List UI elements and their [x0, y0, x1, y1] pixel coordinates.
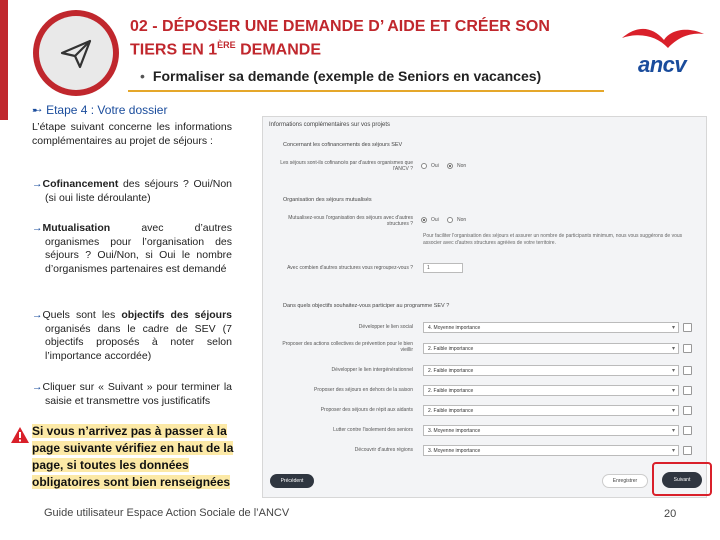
objective-select[interactable]: 2. Faible importance ▾: [423, 365, 679, 376]
paper-plane-icon: [39, 16, 113, 90]
count-input[interactable]: 1: [423, 263, 463, 273]
arrow-icon: →: [32, 178, 43, 190]
form-screenshot: [262, 116, 707, 498]
arrow-icon: →: [32, 381, 43, 393]
warning-icon: [10, 426, 30, 444]
cofin-title: Concernant les cofinancements des séjours SEV: [283, 142, 403, 148]
mutual-non-radio[interactable]: [447, 217, 453, 223]
ancv-logo-text: ancv: [638, 52, 687, 77]
objective-handle[interactable]: [683, 366, 692, 375]
objective-label: Développer le lien intergénérationnel: [331, 367, 413, 373]
item-cofinancement: →Cofinancement des séjours ? Oui/Non (si oui liste déroulante): [32, 178, 232, 204]
cofin-non-radio[interactable]: [447, 163, 453, 169]
objective-select[interactable]: 2. Faible importance ▾: [423, 385, 679, 396]
arrow-icon: →: [32, 222, 43, 234]
objective-select[interactable]: 3. Moyenne importance ▾: [423, 425, 679, 436]
cofin-oui-radio[interactable]: [421, 163, 427, 169]
objective-handle[interactable]: [683, 386, 692, 395]
next-button[interactable]: Suivant: [662, 472, 702, 488]
obj-title: Dans quels objectifs souhaitez-vous participer au programme SEV ?: [283, 303, 450, 309]
mutual-oui-label: Oui: [431, 217, 439, 223]
objective-handle[interactable]: [683, 344, 692, 353]
mutual-non-label: Non: [457, 217, 467, 223]
page-number: 20: [664, 508, 677, 520]
objective-label: Proposer des séjours en dehors de la saison: [314, 387, 413, 393]
footer-text: Guide utilisateur Espace Action Sociale de l’ANCV: [44, 507, 290, 519]
cofin-non-label: Non: [457, 163, 467, 169]
orga-title: Organisation des séjours mutualisés: [283, 197, 372, 203]
objective-select[interactable]: 2. Faible importance ▾: [423, 343, 679, 354]
swoosh-arrow-icon: ➸: [32, 103, 43, 117]
subtitle: • Formaliser sa demande (exemple de Seniors en vacances): [140, 68, 542, 84]
mutual-oui-radio[interactable]: [421, 217, 427, 223]
objective-handle[interactable]: [683, 406, 692, 415]
objective-select[interactable]: 3. Moyenne importance ▾: [423, 445, 679, 456]
objective-select[interactable]: 4. Moyenne importance ▾: [423, 322, 679, 333]
objective-label: Proposer des séjours de répit aux aidants: [320, 407, 413, 413]
left-accent-band: [0, 0, 8, 120]
objective-label: Proposer des actions collectives de prévention pour le bien vieillir: [282, 341, 413, 353]
objective-handle[interactable]: [683, 323, 692, 332]
save-button[interactable]: Enregistrer: [602, 474, 648, 488]
cofin-oui-label: Oui: [431, 163, 439, 169]
previous-button[interactable]: Précédent: [270, 474, 314, 488]
cofin-question: Les séjours sont-ils cofinancés par d'autres organismes que l'ANCV ?: [280, 160, 413, 172]
objective-label: Développer le lien social: [358, 324, 413, 330]
objective-label: Découvrir d'autres régions: [354, 447, 413, 453]
count-question: Avec combien d'autres structures vous regroupez-vous ?: [287, 265, 413, 271]
section-title: Informations complémentaires sur vos projets: [269, 122, 391, 128]
objective-handle[interactable]: [683, 446, 692, 455]
page-title: 02 - DÉPOSER UNE DEMANDE D’ AIDE ET CRÉER SON TIERS EN 1ÈRE DEMANDE: [130, 18, 550, 59]
mutual-info: Pour faciliter l'organisation des séjours et assurer un nombre de participants minimum, nous vous suggérons de vous associer avec d'autres structures agréées de votre territoire.: [423, 233, 683, 246]
arrow-icon: →: [32, 309, 43, 321]
item-suivant: →Cliquer sur « Suivant » pour terminer la saisie et transmettre vos justificatifs: [32, 381, 232, 407]
objective-label: Lutter contre l'isolement des seniors: [333, 427, 413, 433]
intro-text: L’étape suivant concerne les informations complémentaires au projet de séjours :: [32, 121, 232, 147]
item-objectifs: →Quels sont les objectifs des séjours organisés dans le cadre de SEV (7 objectifs proposés à noter selon l’importance accordée): [32, 309, 233, 362]
step-heading: ➸ Etape 4 : Votre dossier: [32, 103, 168, 117]
item-mutualisation: →Mutualisation avec d’autres organismes pour l’organisation des séjours ? Oui/Non, si Oui le nombre d’organismes partenaires est demandé: [32, 222, 232, 275]
highlight-box: [652, 462, 712, 496]
warning-message: Si vous n’arrivez pas à passer à la page suivante vérifiez en haut de la page, si toutes les données obligatoires sont bien renseignées: [32, 424, 234, 489]
divider: [128, 90, 604, 92]
mutual-question: Mutualisez-vous l'organisation des séjours avec d'autres structures ?: [288, 215, 413, 227]
objective-handle[interactable]: [683, 426, 692, 435]
objective-select[interactable]: 2. Faible importance ▾: [423, 405, 679, 416]
